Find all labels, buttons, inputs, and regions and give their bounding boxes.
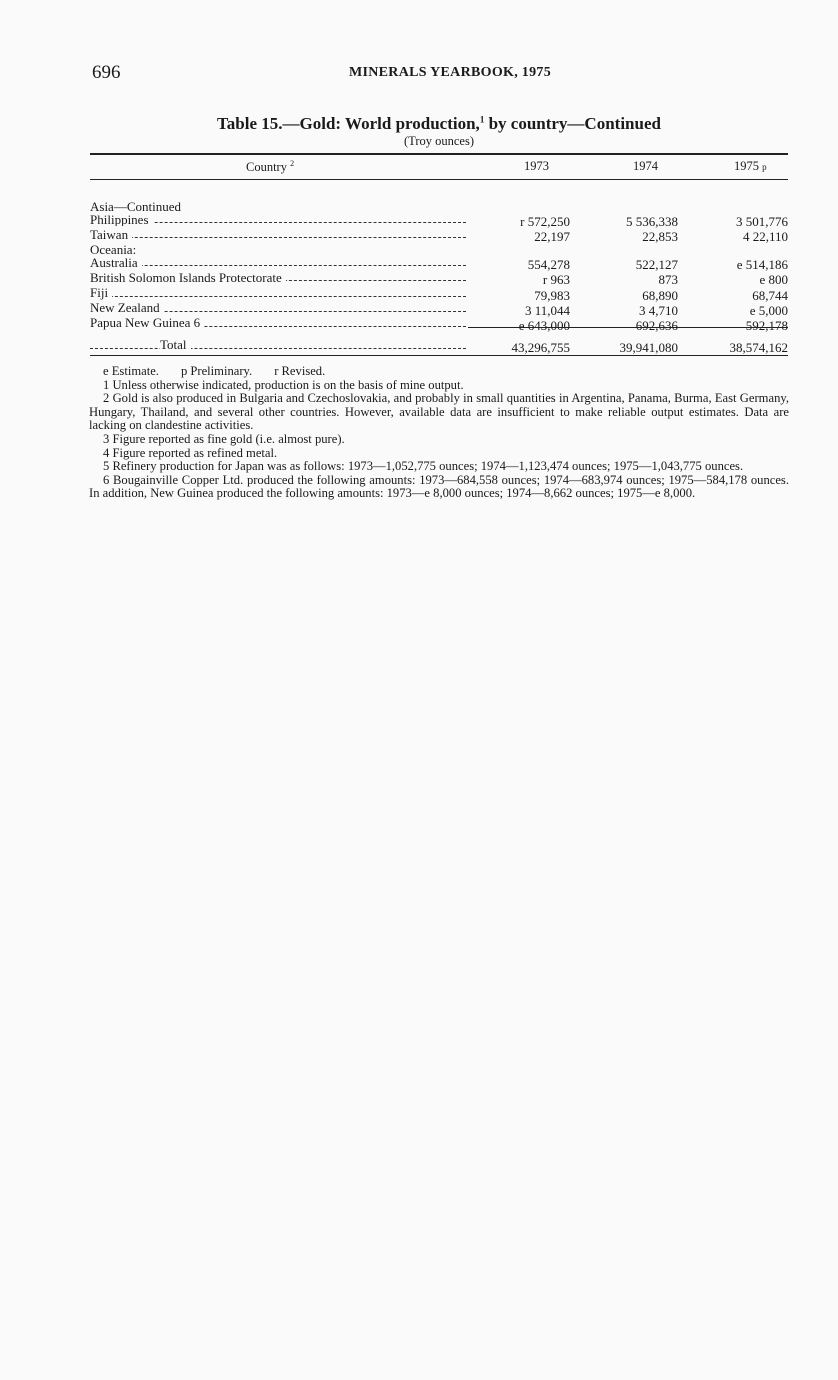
row-label-cell	[90, 257, 468, 272]
table-row	[90, 214, 788, 229]
cell-1975: e 5,000	[749, 302, 788, 318]
total-label-wrap	[90, 339, 468, 352]
row-label-cell	[90, 214, 468, 229]
production-table	[90, 201, 788, 355]
row-label-wrap	[90, 257, 468, 270]
cell-1974: 3 4,710	[639, 302, 678, 318]
cell-1974	[570, 201, 678, 214]
cell-1973	[468, 244, 570, 257]
row-label: Australia	[90, 257, 142, 270]
col-head-1975-label: 1975	[734, 159, 759, 173]
row-label: British Solomon Islands Protectorate	[90, 272, 286, 285]
row-label: Philippines	[90, 214, 153, 227]
row-label-cell	[90, 272, 468, 287]
total-1975: 38,574,162	[729, 339, 788, 355]
total-1973: 43,296,755	[511, 339, 570, 355]
cell-1974	[570, 244, 678, 257]
table-row	[90, 229, 788, 244]
row-label-cell	[90, 302, 468, 317]
table-row	[90, 244, 788, 257]
table-row	[90, 302, 788, 317]
cell-1975: e 800	[759, 272, 788, 288]
row-label: New Zealand	[90, 302, 164, 315]
col-head-1975	[734, 159, 767, 174]
table-bottom-rule	[90, 355, 788, 356]
cell-1975: 4 22,110	[742, 229, 788, 245]
col-head-country-footnote: 2	[290, 159, 295, 168]
cell-1975: 68,744	[752, 287, 788, 303]
cell-1973: r 572,250	[520, 214, 570, 230]
table-top-rule	[90, 153, 788, 155]
page-number: 696	[92, 62, 121, 83]
table-title	[90, 114, 788, 134]
cell-1973: r 963	[542, 272, 570, 288]
row-label-cell	[90, 317, 468, 332]
cell-1975: 3 501,776	[736, 214, 788, 230]
footnote-5: 5 Refinery production for Japan was as follows: 1973—1,052,775 ounces; 1974—1,123,474 ounces; 1975—1,043,775 ounces.	[103, 459, 744, 474]
row-label-wrap	[90, 229, 468, 242]
total-label-cell	[90, 333, 468, 355]
cell-1973	[468, 201, 570, 214]
row-label: Asia—Continued	[90, 201, 181, 214]
cell-1974: 522,127	[635, 257, 678, 273]
dot-leader	[90, 237, 466, 238]
table-row	[90, 287, 788, 302]
table-row	[90, 201, 788, 214]
total-1974: 39,941,080	[619, 339, 678, 355]
col-head-1974: 1974	[633, 159, 658, 173]
cell-1975	[678, 201, 788, 214]
row-label-wrap	[90, 214, 468, 227]
footnote-6: 6 Bougainville Copper Ltd. produced the following amounts: 1973—684,558 ounces; 1974—683,974 ounces; 1975—584,178 ounces. In addition, New Guinea produced the following amounts: 1973—e 8,000 ounces; 1974—8,662 ounces; 1975—e 8,000.	[89, 472, 789, 501]
cell-1975	[678, 244, 788, 257]
table-title-tail: by country—Continued	[484, 114, 661, 133]
symbol-legend	[89, 365, 789, 379]
dot-leader	[90, 348, 466, 349]
row-label-wrap	[90, 302, 468, 315]
table-title-text: Table 15.—Gold: World production,	[217, 114, 480, 133]
cell-1975: e 514,186	[736, 257, 788, 273]
row-label-cell	[90, 287, 468, 302]
cell-1974: 873	[658, 272, 678, 288]
footnote-1: 1 Unless otherwise indicated, production is on the basis of mine output.	[103, 377, 464, 392]
total-rule	[468, 327, 788, 328]
dot-leader	[90, 296, 466, 297]
table-subtitle: (Troy ounces)	[403, 134, 475, 148]
cell-1973: 22,197	[534, 229, 570, 245]
table-row	[90, 317, 788, 332]
row-label: Taiwan	[90, 229, 132, 242]
footnote-3: 3 Figure reported as fine gold (i.e. almost pure).	[103, 431, 345, 446]
running-head: MINERALS YEARBOOK, 1975	[348, 65, 551, 80]
symbol-estimate: e Estimate.	[103, 364, 159, 378]
symbol-preliminary: p Preliminary.	[180, 364, 253, 378]
table-header-rule	[90, 179, 788, 180]
cell-1973: 554,278	[527, 257, 570, 273]
cell-1974: 22,853	[642, 229, 678, 245]
footnote-2: 2 Gold is also produced in Bulgaria and Czechoslovakia, and probably in small quantities in Argentina, Panama, Burma, East Germany, Hungary, Thailand, and several other countries. However, available data are insufficient to make reliable output estimates. Data are lacking on clandestine activities.	[89, 391, 789, 433]
cell-1973: e 643,000	[518, 317, 570, 333]
footnote-4: 4 Figure reported as refined metal.	[103, 445, 278, 460]
row-label: Fiji	[90, 287, 112, 300]
cell-1973: 79,983	[534, 287, 570, 303]
dot-leader	[90, 265, 466, 266]
col-head-1973: 1973	[524, 159, 549, 173]
row-label-wrap	[90, 272, 468, 285]
cell-1973: 3 11,044	[524, 302, 570, 318]
table-title-footnote: 1	[479, 114, 485, 125]
row-label-cell	[90, 229, 468, 244]
footnotes	[89, 365, 789, 501]
cell-1974: 5 536,338	[626, 214, 678, 230]
total-row	[90, 333, 788, 355]
row-label: Papua New Guinea 6	[90, 317, 204, 330]
col-head-country	[246, 159, 294, 175]
col-head-country-label: Country	[246, 160, 287, 175]
cell-1974: 68,890	[642, 287, 678, 303]
row-label-wrap	[90, 287, 468, 300]
page-header	[92, 62, 788, 86]
col-head-1975-mark: p	[762, 162, 767, 172]
cell-1974: 692,636	[635, 317, 678, 333]
cell-1975: 592,178	[745, 317, 788, 333]
table-row	[90, 257, 788, 272]
table-row	[90, 272, 788, 287]
row-label: Oceania:	[90, 243, 137, 257]
row-label-wrap	[90, 317, 468, 330]
total-label: Total	[160, 339, 191, 352]
symbol-revised: r Revised.	[274, 364, 326, 378]
